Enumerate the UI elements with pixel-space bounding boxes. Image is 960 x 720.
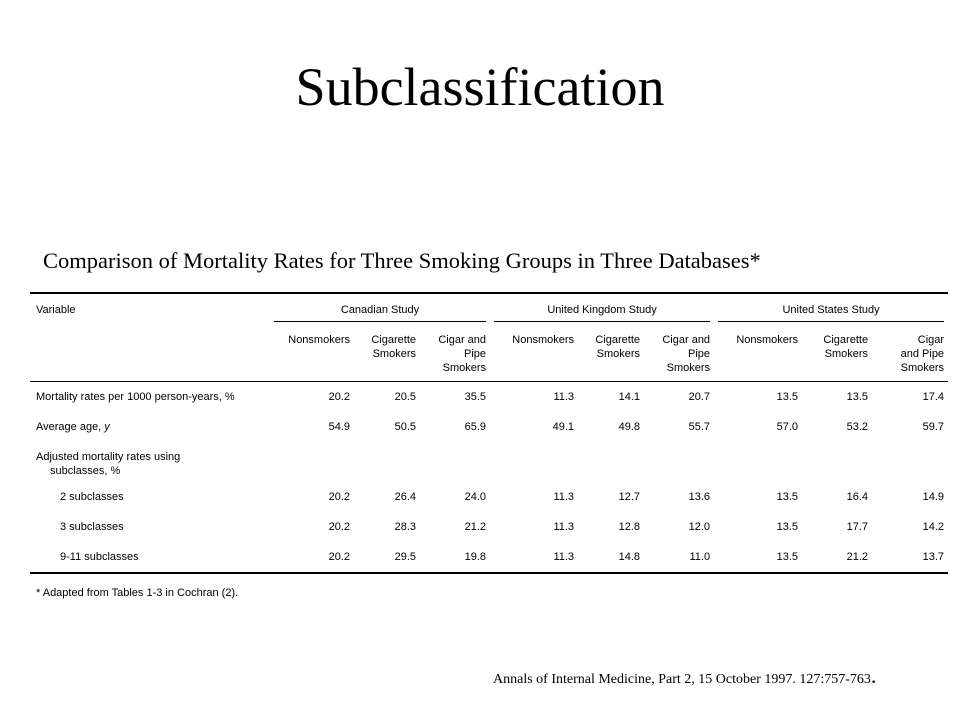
sub-header [644, 327, 714, 382]
table-cell: 14.9 [922, 491, 945, 503]
sub-header [872, 327, 948, 382]
table-row [30, 542, 948, 573]
sub-header [420, 327, 490, 382]
table-cell: 21.2 [464, 521, 487, 533]
table-cell: 13.7 [922, 551, 945, 563]
table-cell: 49.8 [618, 421, 641, 433]
table-cell: 14.1 [618, 391, 641, 403]
row-label-unit: y [104, 421, 110, 433]
table-cell: 11.3 [553, 491, 575, 503]
table-cell: 20.7 [688, 391, 711, 403]
group-header-canadian [270, 293, 490, 327]
sub-header-text: Cigar and Pipe Smokers [900, 334, 945, 374]
group-label-uk: United Kingdom Study [494, 303, 710, 322]
table-cell: 17.7 [846, 521, 869, 533]
sub-header-text: Cigarette Smokers [371, 334, 416, 360]
row-label: 9-11 subclasses [60, 551, 139, 563]
sub-header [490, 327, 578, 382]
sub-header-text: Nonsmokers [736, 334, 799, 346]
sub-header [270, 327, 354, 382]
table-cell: 12.8 [618, 521, 641, 533]
table-cell: 11.3 [553, 521, 575, 533]
citation [493, 663, 877, 690]
sub-header-row [30, 327, 948, 382]
table-cell: 13.5 [846, 391, 869, 403]
row-label-line1: Adjusted mortality rates using [36, 451, 181, 463]
table-row [30, 512, 948, 542]
table-row [30, 442, 948, 482]
citation-end: . [870, 663, 877, 688]
table-cell: 50.5 [394, 421, 416, 433]
table-cell: 29.5 [394, 551, 416, 563]
sub-header-text: Cigar and Pipe Smokers [662, 334, 711, 374]
page-title: Subclassification [295, 57, 665, 117]
sub-header-text: Cigarette Smokers [823, 334, 869, 360]
table-caption: Comparison of Mortality Rates for Three Smoking Groups in Three Databases* [43, 248, 761, 273]
table-cell: 20.2 [328, 521, 350, 533]
table-cell: 53.2 [846, 421, 869, 433]
table-cell: 28.3 [394, 521, 416, 533]
row-label: 3 subclasses [60, 521, 124, 533]
table-cell: 13.5 [776, 551, 799, 563]
sub-header-text: Cigarette Smokers [595, 334, 641, 360]
table-cell: 55.7 [688, 421, 711, 433]
row-label: Mortality rates per 1000 person-years, % [36, 391, 235, 403]
table-cell: 14.8 [618, 551, 641, 563]
table-cell: 13.5 [776, 521, 799, 533]
table-cell: 35.5 [464, 391, 487, 403]
table-cell: 17.4 [922, 391, 945, 403]
table-row [30, 382, 948, 412]
row-label-text: Average age, [36, 421, 105, 433]
table-cell: 65.9 [464, 421, 487, 433]
table-cell: 20.2 [328, 391, 350, 403]
group-header-row [30, 293, 948, 327]
table-cell: 24.0 [464, 491, 487, 503]
table-cell: 49.1 [552, 421, 575, 433]
row-label: 2 subclasses [60, 491, 124, 503]
table-cell: 59.7 [922, 421, 945, 433]
citation-text: Annals of Internal Medicine, Part 2, 15 October 1997. 127:757-763 [493, 672, 871, 687]
table-cell: 11.0 [689, 551, 711, 563]
sub-header [354, 327, 420, 382]
table-cell: 11.3 [553, 551, 575, 563]
mortality-table-container [30, 292, 948, 600]
group-label-us: United States Study [718, 303, 944, 322]
table-cell: 26.4 [394, 491, 416, 503]
group-header-uk [490, 293, 714, 327]
group-header-us [714, 293, 948, 327]
sub-header-text: Nonsmokers [512, 334, 575, 346]
variable-header: Variable [36, 304, 76, 316]
group-label-canadian: Canadian Study [274, 303, 486, 322]
table-cell: 19.8 [464, 551, 487, 563]
table-cell: 13.6 [688, 491, 711, 503]
table-cell: 12.0 [688, 521, 711, 533]
table-row [30, 412, 948, 442]
sub-header [714, 327, 802, 382]
table-cell: 13.5 [776, 391, 799, 403]
table-cell: 14.2 [922, 521, 945, 533]
table-cell: 13.5 [776, 491, 799, 503]
table-cell: 54.9 [328, 421, 350, 433]
table-row [30, 482, 948, 512]
table-cell: 20.2 [328, 491, 350, 503]
mortality-table [30, 292, 948, 574]
table-cell: 20.2 [328, 551, 350, 563]
row-label [30, 412, 270, 442]
table-cell: 12.7 [618, 491, 641, 503]
row-label-line2: subclasses, % [50, 465, 121, 477]
table-cell: 16.4 [846, 491, 869, 503]
table-footnote: * Adapted from Tables 1-3 in Cochran (2). [36, 587, 239, 599]
table-cell: 20.5 [394, 391, 416, 403]
table-cell: 11.3 [553, 391, 575, 403]
sub-header [802, 327, 872, 382]
sub-header-text: Nonsmokers [288, 334, 350, 346]
table-cell: 21.2 [846, 551, 869, 563]
sub-header [578, 327, 644, 382]
row-label [30, 442, 948, 482]
table-cell: 57.0 [776, 421, 799, 433]
sub-header-text: Cigar and Pipe Smokers [438, 334, 487, 374]
